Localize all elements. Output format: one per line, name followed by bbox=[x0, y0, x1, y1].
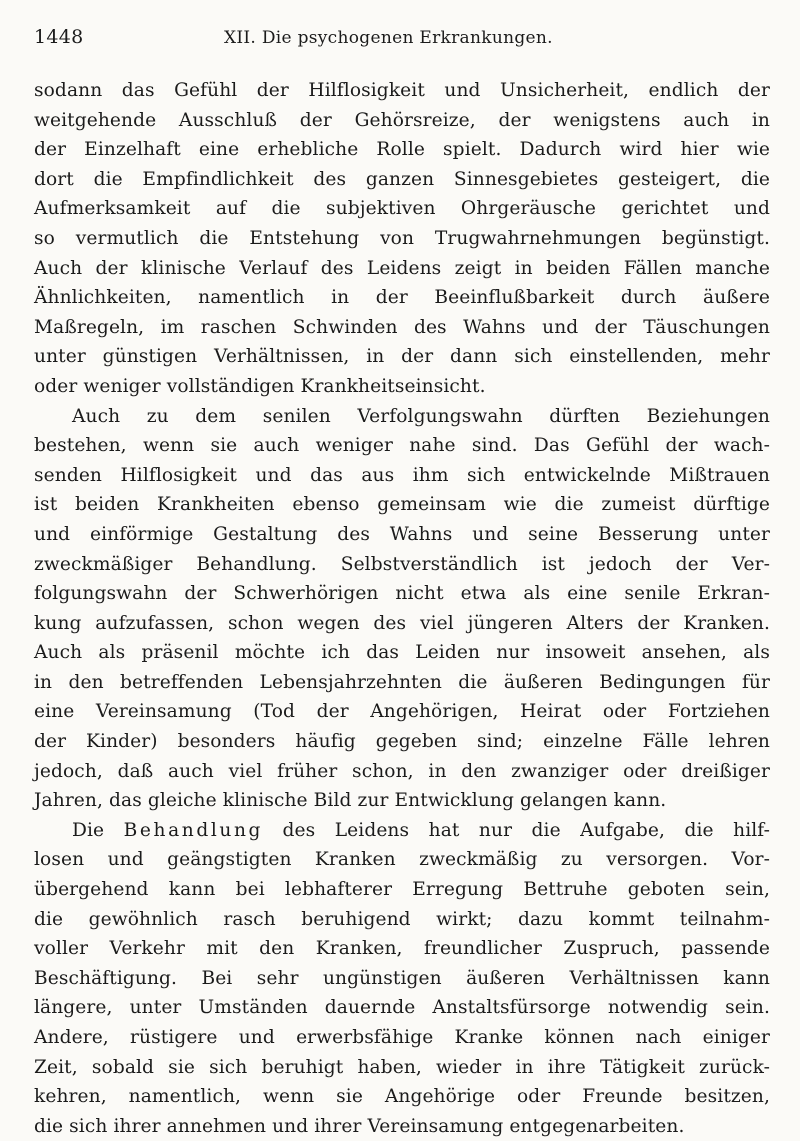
treatment-lead: Die bbox=[72, 819, 105, 841]
chapter-title: XII. Die psychogenen Erkrankungen. bbox=[224, 28, 553, 48]
text-line: folgungswahn der Schwerhörigen nicht etwa als eine senile Erkran- bbox=[34, 583, 770, 605]
text-line: Aufmerksamkeit auf die subjektiven Ohrgeräusche gerichtet und bbox=[34, 198, 770, 220]
text-line: sodann das Gefühl der Hilflosigkeit und Unsicherheit, endlich der bbox=[34, 80, 770, 101]
text-line: die gewöhnlich rasch beruhigend wirkt; dazu kommt teilnahm- bbox=[34, 908, 770, 930]
text-line: losen und geängstigten Kranken zweckmäßig zu versorgen. Vor- bbox=[34, 849, 770, 871]
text-line: Beschäftigung. Bei sehr ungünstigen äußeren Verhältnissen kann bbox=[34, 967, 770, 989]
text-line: Zeit, sobald sie sich beruhigt haben, wieder in ihre Tätigkeit zurück- bbox=[34, 1056, 770, 1078]
text-line: längere, unter Umständen dauernde Anstaltsfürsorge notwendig sein. bbox=[34, 997, 770, 1019]
text-line: der Kinder) besonders häufig gegeben sind; einzelne Fälle lehren bbox=[34, 731, 770, 753]
text-line: weitgehende Ausschluß der Gehörsreize, der wenigstens auch in bbox=[34, 109, 770, 131]
text-line: bestehen, wenn sie auch weniger nahe sind. Das Gefühl der wach- bbox=[34, 435, 770, 457]
text-line: oder weniger vollständigen Krankheitseinsicht. bbox=[34, 375, 486, 397]
text-line: so vermutlich die Entstehung von Trugwahrnehmungen begünstigt. bbox=[34, 227, 770, 249]
text-line: voller Verkehr mit den Kranken, freundlicher Zuspruch, passende bbox=[34, 938, 770, 960]
text-line: Auch der klinische Verlauf des Leidens zeigt in beiden Fällen manche bbox=[34, 257, 770, 279]
page-number: 1448 bbox=[34, 26, 84, 48]
text-line: unter günstigen Verhältnissen, in der dann sich einstellenden, mehr bbox=[34, 346, 770, 368]
text-line: der Einzelhaft eine erhebliche Rolle spielt. Dadurch wird hier wie bbox=[34, 139, 770, 161]
text-line: dort die Empfindlichkeit des ganzen Sinnesgebietes gesteigert, die bbox=[34, 168, 770, 190]
text-line: Ähnlichkeiten, namentlich in der Beeinflußbarkeit durch äußere bbox=[34, 287, 770, 309]
text-line: kung aufzufassen, schon wegen des viel jüngeren Alters der Kranken. bbox=[34, 612, 770, 634]
text-line: Maßregeln, im raschen Schwinden des Wahns und der Täuschungen bbox=[34, 316, 770, 338]
text-line: ist beiden Krankheiten ebenso gemeinsam wie die zumeist dürftige bbox=[34, 494, 770, 516]
text-line: zweckmäßiger Behandlung. Selbstverständlich ist jedoch der Ver- bbox=[34, 553, 770, 575]
text-line: Auch als präsenil möchte ich das Leiden nur insoweit ansehen, als bbox=[34, 642, 770, 664]
text-line: Jahren, das gleiche klinische Bild zur Entwicklung gelangen kann. bbox=[34, 790, 667, 812]
text-line: die sich ihrer annehmen und ihrer Vereinsamung entgegenarbeiten. bbox=[34, 1115, 685, 1137]
running-head bbox=[34, 26, 770, 70]
text-line: in den betreffenden Lebensjahrzehnten die äußeren Bedingungen für bbox=[34, 671, 770, 693]
text-line: Auch zu dem senilen Verfolgungswahn dürften Beziehungen bbox=[72, 405, 770, 427]
treatment-paragraph-start bbox=[34, 816, 770, 846]
text-line: jedoch, daß auch viel früher schon, in den zwanziger oder dreißiger bbox=[34, 760, 770, 782]
text-line: senden Hilflosigkeit und das aus ihm sich entwickelnde Mißtrauen bbox=[34, 464, 770, 486]
treatment-rest: des Leidens hat nur die Aufgabe, die hilf- bbox=[263, 819, 770, 841]
text-line: kehren, namentlich, wenn sie Angehörige oder Freunde besitzen, bbox=[34, 1086, 770, 1108]
text-line: eine Vereinsamung (Tod der Angehörigen, Heirat oder Fortziehen bbox=[34, 701, 770, 723]
text-line: und einförmige Gestaltung des Wahns und seine Besserung unter bbox=[34, 523, 770, 545]
body-text bbox=[34, 76, 770, 1141]
text-line: Andere, rüstigere und erwerbsfähige Kranke können nach einiger bbox=[34, 1027, 770, 1048]
text-line: übergehend kann bei lebhafterer Erregung Bettruhe geboten sein, bbox=[34, 879, 770, 901]
treatment-emphasis: Behandlung bbox=[123, 819, 264, 841]
